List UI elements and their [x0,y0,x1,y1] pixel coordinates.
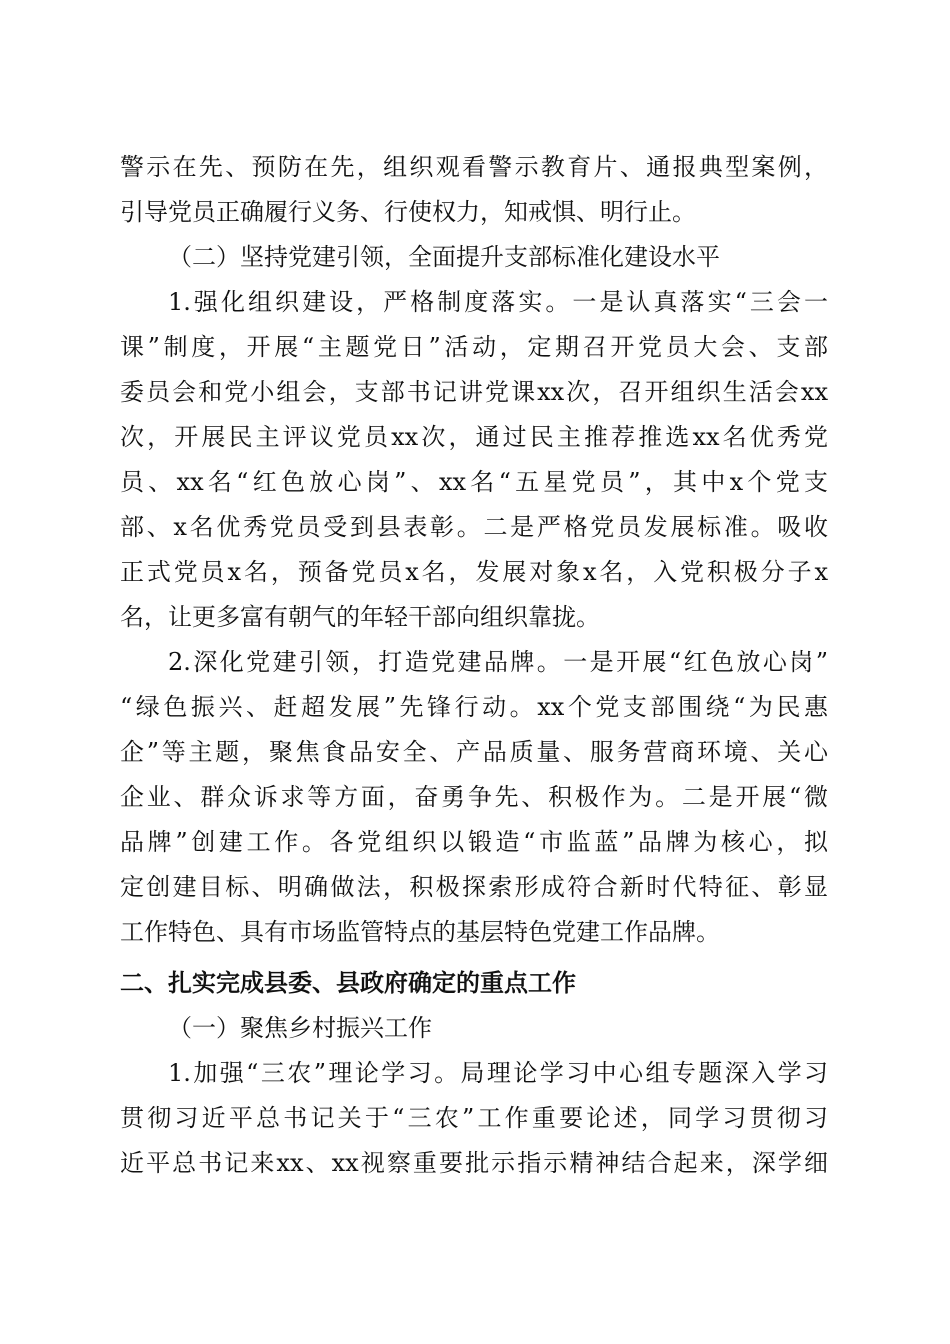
body-text-line: 近平总书记来xx、xx视察重要批示指示精神结合起来，深学细 [120,1149,828,1177]
document-body [120,145,828,1186]
body-text-line: 工作特色、具有市场监管特点的基层特色党建工作品牌。 [120,918,720,946]
body-text-line: 名，让更多富有朝气的年轻干部向组织靠拢。 [120,603,600,631]
body-text-line: 部、x名优秀党员受到县表彰。二是严格党员发展标准。吸收 [120,513,828,541]
paragraph-first-line: 1.强化组织建设，严格制度落实。一是认真落实“三会一 [168,288,828,316]
body-text-line: 品牌”创建工作。各党组织以锻造“市监蓝”品牌为核心，拟 [120,828,828,856]
section-heading-2: （二）坚持党建引领，全面提升支部标准化建设水平 [168,243,720,271]
body-text-line: 引导党员正确履行义务、行使权力，知戒惧、明行止。 [120,198,696,226]
paragraph-first-line: 2.深化党建引领，打造党建品牌。一是开展“红色放心岗” [168,648,828,676]
body-text-line: 企业、群众诉求等方面，奋勇争先、积极作为。二是开展“微 [120,783,828,811]
body-text-line: 委员会和党小组会，支部书记讲党课xx次，召开组织生活会xx [120,378,828,406]
body-text-line: 企”等主题，聚焦食品安全、产品质量、服务营商环境、关心 [120,738,828,766]
paragraph-first-line: 1.加强“三农”理论学习。局理论学习中心组专题深入学习 [168,1059,828,1087]
body-text-line: 警示在先、预防在先，组织观看警示教育片、通报典型案例， [120,153,828,181]
body-text-line: 贯彻习近平总书记关于“三农”工作重要论述，同学习贯彻习 [120,1104,828,1132]
section-heading-1: 二、扎实完成县委、县政府确定的重点工作 [120,969,576,997]
body-text-line: 次，开展民主评议党员xx次，通过民主推荐推选xx名优秀党 [120,423,828,451]
body-text-line: 正式党员x名，预备党员x名，发展对象x名，入党积极分子x [120,558,828,586]
body-text-line: 定创建目标、明确做法，积极探索形成符合新时代特征、彰显 [120,873,828,901]
body-text-line: “绿色振兴、赶超发展”先锋行动。xx个党支部围绕“为民惠 [120,693,828,721]
section-heading-2: （一）聚焦乡村振兴工作 [168,1014,432,1042]
body-text-line: 员、xx名“红色放心岗”、xx名“五星党员”，其中x个党支 [120,468,828,496]
body-text-line: 课”制度，开展“主题党日”活动，定期召开党员大会、支部 [120,333,828,361]
